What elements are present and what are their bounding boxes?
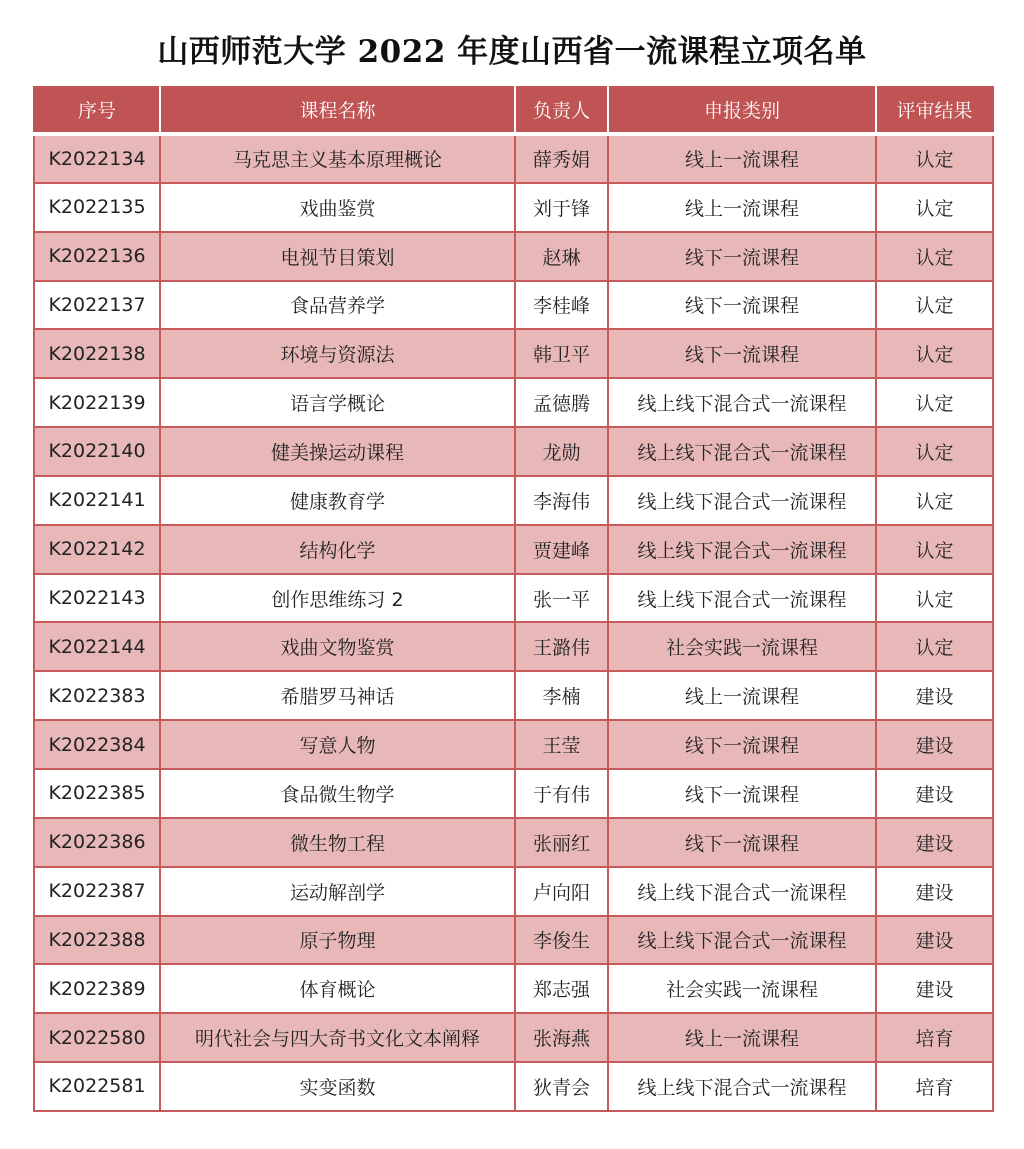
- cell-serial: K2022134: [34, 134, 160, 183]
- header-course-name: 课程名称: [160, 86, 515, 134]
- cell-course-name: 体育概论: [160, 964, 515, 1013]
- cell-serial: K2022581: [34, 1062, 160, 1111]
- table-row: [34, 1062, 993, 1111]
- cell-result: 认定: [876, 622, 993, 671]
- cell-category: 线上线下混合式一流课程: [608, 1062, 876, 1111]
- cell-serial: K2022386: [34, 818, 160, 867]
- cell-person-in-charge: 龙勋: [515, 427, 608, 476]
- cell-serial: K2022143: [34, 574, 160, 623]
- cell-category: 线下一流课程: [608, 769, 876, 818]
- cell-person-in-charge: 孟德腾: [515, 378, 608, 427]
- cell-serial: K2022388: [34, 916, 160, 965]
- cell-result: 建设: [876, 818, 993, 867]
- table-row: [34, 622, 993, 671]
- cell-result: 认定: [876, 329, 993, 378]
- cell-course-name: 马克思主义基本原理概论: [160, 134, 515, 183]
- cell-person-in-charge: 于有伟: [515, 769, 608, 818]
- cell-category: 线下一流课程: [608, 232, 876, 281]
- course-table: [33, 86, 994, 1112]
- cell-course-name: 健美操运动课程: [160, 427, 515, 476]
- cell-course-name: 结构化学: [160, 525, 515, 574]
- cell-course-name: 写意人物: [160, 720, 515, 769]
- table-row: [34, 134, 993, 183]
- cell-serial: K2022387: [34, 867, 160, 916]
- cell-course-name: 食品微生物学: [160, 769, 515, 818]
- table-row: [34, 378, 993, 427]
- table-row: [34, 867, 993, 916]
- cell-course-name: 运动解剖学: [160, 867, 515, 916]
- cell-person-in-charge: 贾建峰: [515, 525, 608, 574]
- cell-course-name: 戏曲文物鉴赏: [160, 622, 515, 671]
- cell-person-in-charge: 狄青会: [515, 1062, 608, 1111]
- cell-serial: K2022142: [34, 525, 160, 574]
- cell-person-in-charge: 张丽红: [515, 818, 608, 867]
- cell-course-name: 电视节目策划: [160, 232, 515, 281]
- cell-person-in-charge: 李海伟: [515, 476, 608, 525]
- cell-category: 线上线下混合式一流课程: [608, 916, 876, 965]
- cell-category: 线上线下混合式一流课程: [608, 378, 876, 427]
- table-row: [34, 1013, 993, 1062]
- cell-category: 线上一流课程: [608, 1013, 876, 1062]
- table-row: [34, 476, 993, 525]
- cell-person-in-charge: 李楠: [515, 671, 608, 720]
- cell-person-in-charge: 王潞伟: [515, 622, 608, 671]
- cell-serial: K2022580: [34, 1013, 160, 1062]
- cell-course-name: 食品营养学: [160, 281, 515, 330]
- table-row: [34, 574, 993, 623]
- cell-result: 认定: [876, 525, 993, 574]
- header-category: 申报类别: [608, 86, 876, 134]
- header-result: 评审结果: [876, 86, 993, 134]
- cell-result: 认定: [876, 183, 993, 232]
- table-row: [34, 964, 993, 1013]
- cell-course-name: 创作思维练习 2: [160, 574, 515, 623]
- cell-course-name: 健康教育学: [160, 476, 515, 525]
- cell-result: 培育: [876, 1062, 993, 1111]
- cell-person-in-charge: 郑志强: [515, 964, 608, 1013]
- cell-category: 线上线下混合式一流课程: [608, 476, 876, 525]
- table-row: [34, 769, 993, 818]
- cell-category: 社会实践一流课程: [608, 622, 876, 671]
- cell-serial: K2022144: [34, 622, 160, 671]
- cell-serial: K2022141: [34, 476, 160, 525]
- cell-category: 线上线下混合式一流课程: [608, 574, 876, 623]
- cell-result: 认定: [876, 232, 993, 281]
- table-row: [34, 671, 993, 720]
- cell-result: 建设: [876, 720, 993, 769]
- cell-result: 建设: [876, 671, 993, 720]
- cell-person-in-charge: 卢向阳: [515, 867, 608, 916]
- cell-serial: K2022137: [34, 281, 160, 330]
- cell-person-in-charge: 赵琳: [515, 232, 608, 281]
- cell-result: 认定: [876, 281, 993, 330]
- cell-course-name: 实变函数: [160, 1062, 515, 1111]
- header-person-in-charge: 负责人: [515, 86, 608, 134]
- cell-category: 线上一流课程: [608, 183, 876, 232]
- cell-category: 线下一流课程: [608, 720, 876, 769]
- cell-serial: K2022139: [34, 378, 160, 427]
- cell-person-in-charge: 王莹: [515, 720, 608, 769]
- table-header: [34, 86, 993, 134]
- table-row: [34, 281, 993, 330]
- table-body: [34, 134, 993, 1111]
- cell-serial: K2022389: [34, 964, 160, 1013]
- cell-result: 建设: [876, 867, 993, 916]
- cell-person-in-charge: 张一平: [515, 574, 608, 623]
- cell-course-name: 戏曲鉴赏: [160, 183, 515, 232]
- cell-person-in-charge: 李俊生: [515, 916, 608, 965]
- cell-category: 线上一流课程: [608, 134, 876, 183]
- cell-course-name: 希腊罗马神话: [160, 671, 515, 720]
- cell-result: 认定: [876, 574, 993, 623]
- cell-course-name: 微生物工程: [160, 818, 515, 867]
- cell-result: 认定: [876, 134, 993, 183]
- cell-course-name: 环境与资源法: [160, 329, 515, 378]
- cell-person-in-charge: 刘于锋: [515, 183, 608, 232]
- cell-result: 建设: [876, 916, 993, 965]
- header-serial: 序号: [34, 86, 160, 134]
- cell-serial: K2022384: [34, 720, 160, 769]
- cell-category: 线上一流课程: [608, 671, 876, 720]
- table-row: [34, 183, 993, 232]
- table-row: [34, 720, 993, 769]
- cell-course-name: 明代社会与四大奇书文化文本阐释: [160, 1013, 515, 1062]
- cell-person-in-charge: 张海燕: [515, 1013, 608, 1062]
- cell-result: 建设: [876, 964, 993, 1013]
- header-row: [34, 86, 993, 134]
- cell-category: 线上线下混合式一流课程: [608, 867, 876, 916]
- table-row: [34, 818, 993, 867]
- table-row: [34, 525, 993, 574]
- cell-serial: K2022138: [34, 329, 160, 378]
- cell-person-in-charge: 韩卫平: [515, 329, 608, 378]
- table-row: [34, 427, 993, 476]
- cell-category: 线上线下混合式一流课程: [608, 427, 876, 476]
- cell-course-name: 原子物理: [160, 916, 515, 965]
- cell-serial: K2022385: [34, 769, 160, 818]
- cell-serial: K2022383: [34, 671, 160, 720]
- cell-person-in-charge: 薛秀娟: [515, 134, 608, 183]
- cell-category: 线上线下混合式一流课程: [608, 525, 876, 574]
- cell-category: 线下一流课程: [608, 818, 876, 867]
- cell-serial: K2022135: [34, 183, 160, 232]
- cell-category: 线下一流课程: [608, 281, 876, 330]
- table-row: [34, 329, 993, 378]
- cell-result: 认定: [876, 427, 993, 476]
- cell-category: 线下一流课程: [608, 329, 876, 378]
- cell-serial: K2022136: [34, 232, 160, 281]
- table-row: [34, 916, 993, 965]
- cell-result: 建设: [876, 769, 993, 818]
- cell-person-in-charge: 李桂峰: [515, 281, 608, 330]
- cell-serial: K2022140: [34, 427, 160, 476]
- cell-course-name: 语言学概论: [160, 378, 515, 427]
- cell-result: 认定: [876, 378, 993, 427]
- cell-category: 社会实践一流课程: [608, 964, 876, 1013]
- cell-result: 培育: [876, 1013, 993, 1062]
- page-title: 山西师范大学 2022 年度山西省一流课程立项名单: [157, 34, 867, 70]
- table-row: [34, 232, 993, 281]
- cell-result: 认定: [876, 476, 993, 525]
